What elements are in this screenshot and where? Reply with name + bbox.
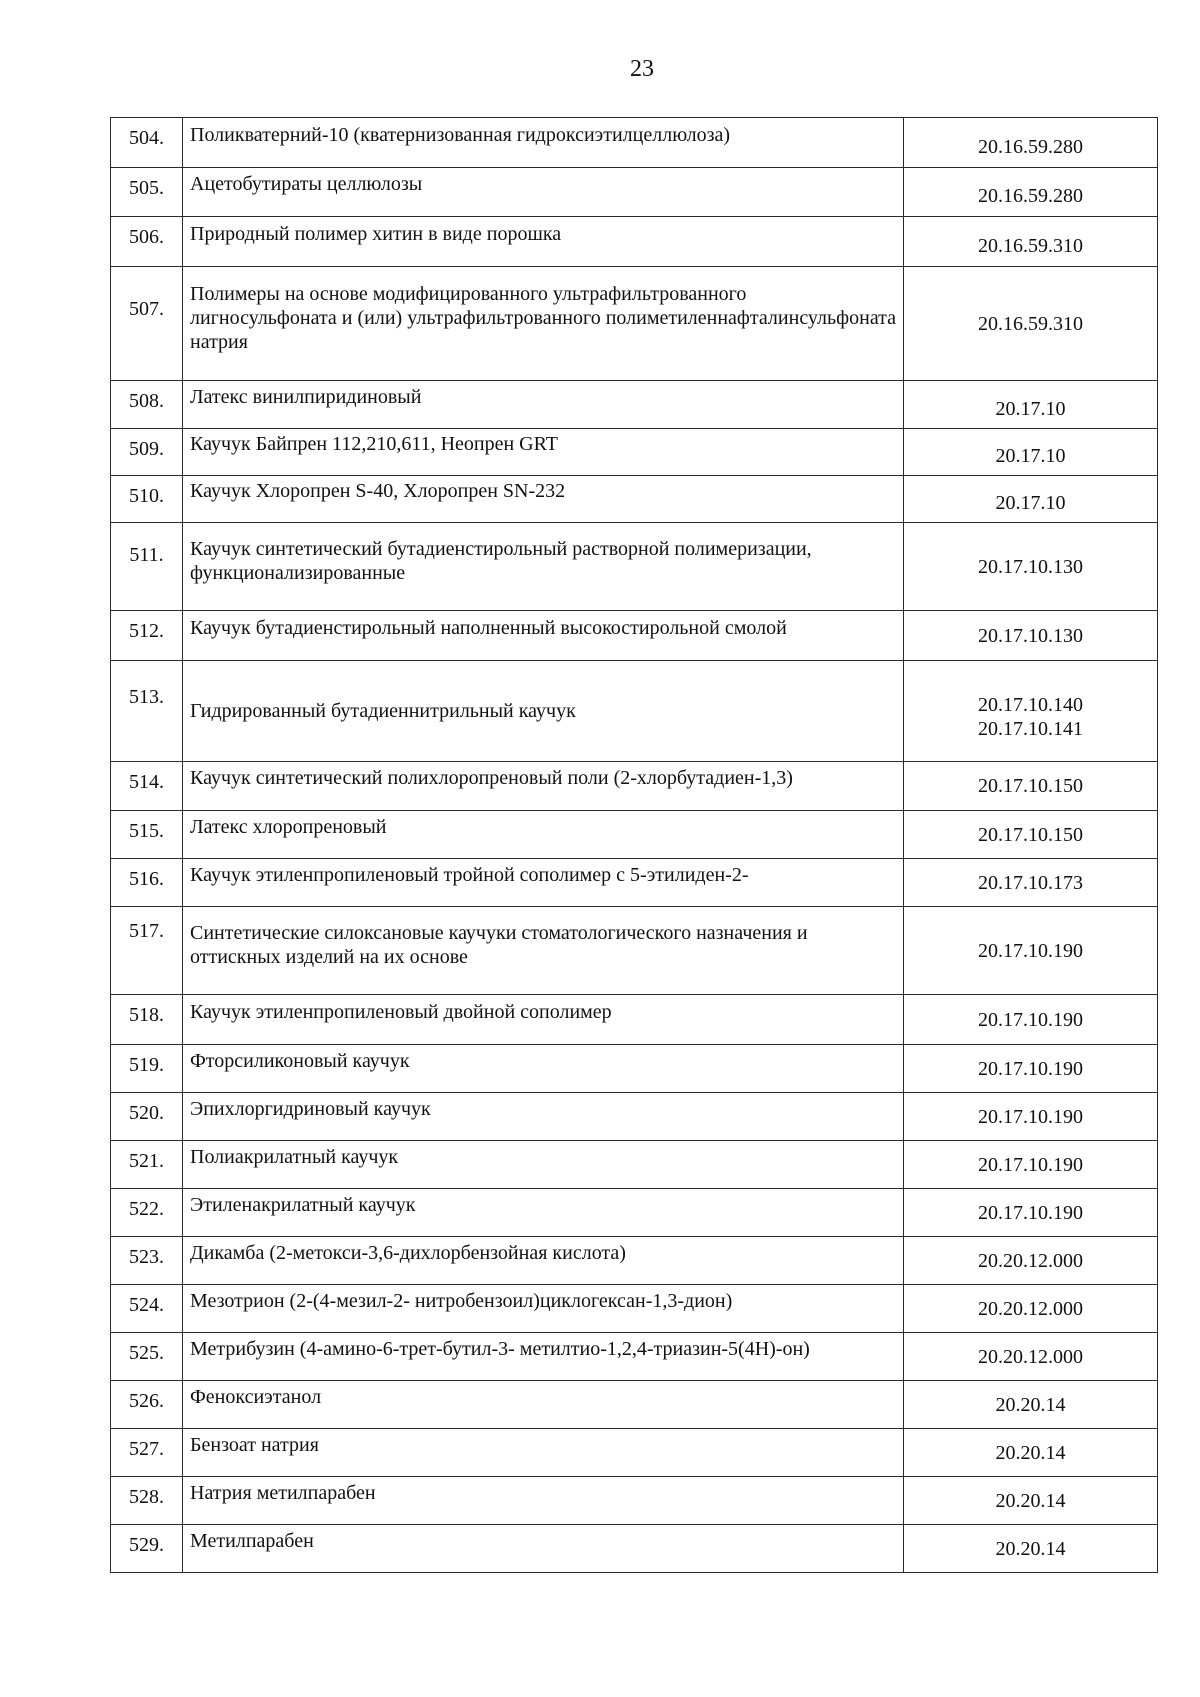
table-row [111, 429, 1158, 476]
row-name-text: Полиакрилатный каучук [190, 1145, 399, 1168]
row-code-value: 20.17.10.150 [978, 775, 1083, 797]
row-number: 529. [111, 1525, 183, 1573]
row-name-text: Этиленакрилатный каучук [190, 1193, 416, 1216]
row-code-value: 20.16.59.280 [978, 185, 1083, 207]
row-code [904, 1141, 1158, 1189]
row-number: 510. [111, 476, 183, 523]
row-number: 523. [111, 1237, 183, 1285]
row-name [183, 611, 904, 661]
table-row [111, 1045, 1158, 1093]
row-code [904, 859, 1158, 907]
row-code [904, 429, 1158, 476]
row-code-value: 20.17.10 [995, 397, 1066, 420]
row-name [183, 429, 904, 476]
row-name-text: Дикамба (2-метокси-3,6-дихлорбензойная кислота) [190, 1241, 626, 1264]
table-row [111, 762, 1158, 811]
row-code [904, 217, 1158, 267]
page-number: 23 [630, 56, 654, 82]
row-code-value: 20.17.10.190 [978, 1057, 1083, 1080]
row-code-value: 20.20.12.000 [978, 1345, 1083, 1368]
row-code [904, 811, 1158, 859]
row-name [183, 1333, 904, 1381]
row-name-text: Каучук синтетический полихлоропреновый поли (2-хлорбутадиен-1,3) [190, 767, 793, 789]
row-number [111, 661, 183, 762]
row-name [183, 1477, 904, 1525]
row-name [183, 1045, 904, 1093]
row-name [183, 811, 904, 859]
row-code-value: 20.17.10.173 [978, 871, 1083, 894]
row-number: 518. [111, 995, 183, 1045]
row-name [183, 118, 904, 168]
row-name [183, 1237, 904, 1285]
row-name [183, 476, 904, 523]
row-name [183, 381, 904, 429]
table-row [111, 661, 1158, 762]
row-name [183, 661, 904, 762]
row-code-value: 20.20.12.000 [978, 1297, 1083, 1320]
goods-table-body [111, 118, 1158, 1573]
row-name-text: Каучук этиленпропиленовый тройной сополимер с 5-этилиден-2- [190, 863, 749, 886]
row-code-value: 20.17.10.190 [978, 1153, 1083, 1176]
table-row [111, 1237, 1158, 1285]
row-code [904, 118, 1158, 168]
table-row [111, 168, 1158, 217]
row-name-text: Синтетические силоксановые каучуки стоматологического назначения и оттискных изделий на их основе [190, 921, 808, 968]
row-code [904, 661, 1158, 762]
row-number: 504. [111, 118, 183, 168]
row-code [904, 1525, 1158, 1573]
row-code [904, 168, 1158, 217]
row-number: 512. [111, 611, 183, 661]
row-name-text: Каучук этиленпропиленовый двойной сополимер [190, 1000, 612, 1023]
row-name [183, 1525, 904, 1573]
row-code [904, 523, 1158, 611]
table-row [111, 611, 1158, 661]
row-name [183, 1429, 904, 1477]
row-number: 527. [111, 1429, 183, 1477]
row-number [111, 267, 183, 381]
row-name-text: Бензоат натрия [190, 1433, 319, 1456]
row-name-text: Латекс хлоропреновый [190, 815, 387, 838]
table-row [111, 1333, 1158, 1381]
row-name-text: Ацетобутираты целлюлозы [190, 173, 423, 195]
table-row [111, 217, 1158, 267]
row-name-text: Эпихлоргидриновый каучук [190, 1097, 431, 1120]
row-number: 525. [111, 1333, 183, 1381]
table-row [111, 1477, 1158, 1525]
table-row [111, 267, 1158, 381]
row-code [904, 1333, 1158, 1381]
row-number: 506. [111, 217, 183, 267]
row-name-text: Каучук Байпрен 112,210,611, Неопрен GRT [190, 433, 558, 455]
row-number: 519. [111, 1045, 183, 1093]
row-name-text: Латекс винилпиридиновый [190, 385, 422, 408]
row-name-text: Каучук Хлоропрен S-40, Хлоропрен SN-232 [190, 480, 566, 502]
row-number: 524. [111, 1285, 183, 1333]
row-number [111, 907, 183, 995]
table-row [111, 118, 1158, 168]
table-row [111, 1189, 1158, 1237]
table-row [111, 907, 1158, 995]
row-code-value: 20.17.10 [995, 492, 1066, 514]
table-row [111, 476, 1158, 523]
row-name [183, 217, 904, 267]
row-code [904, 995, 1158, 1045]
row-number: 526. [111, 1381, 183, 1429]
row-name [183, 859, 904, 907]
row-number: 509. [111, 429, 183, 476]
row-number: 505. [111, 168, 183, 217]
row-code [904, 1045, 1158, 1093]
row-code-value: 20.17.10.130 [978, 555, 1083, 578]
table-row [111, 1429, 1158, 1477]
row-number: 514. [111, 762, 183, 811]
row-code [904, 1189, 1158, 1237]
table-row [111, 381, 1158, 429]
row-code [904, 476, 1158, 523]
row-code [904, 1477, 1158, 1525]
row-number: 515. [111, 811, 183, 859]
row-code [904, 1429, 1158, 1477]
row-name [183, 1189, 904, 1237]
row-name-text: Гидрированный бутадиеннитрильный каучук [190, 700, 576, 722]
row-name-text: Полимеры на основе модифицированного ультрафильтрованного лигносульфоната и (или) ультрафильтрованного полиметиленнафталинсульфоната натрия [190, 282, 897, 353]
row-name [183, 907, 904, 995]
table-row [111, 995, 1158, 1045]
row-number: 521. [111, 1141, 183, 1189]
row-name-text: Феноксиэтанол [190, 1385, 322, 1408]
row-code-value: 20.17.10.190 [978, 939, 1083, 962]
row-number [111, 523, 183, 611]
table-row [111, 523, 1158, 611]
row-code-value: 20.17.10.190 [978, 1201, 1083, 1224]
row-number: 508. [111, 381, 183, 429]
row-name-text: Метилпарабен [190, 1529, 314, 1552]
row-name-text: Метрибузин (4-амино-6-трет-бутил-3- метилтио-1,2,4-триазин-5(4Н)-он) [190, 1337, 810, 1360]
row-name [183, 1141, 904, 1189]
row-name [183, 523, 904, 611]
row-number-text: 511. [129, 544, 164, 566]
row-code-value: 20.16.59.310 [978, 312, 1083, 335]
row-code [904, 267, 1158, 381]
row-name [183, 1381, 904, 1429]
row-name-text: Каучук синтетический бутадиенстирольный растворной полимеризации, функционализированные [190, 537, 812, 584]
row-name [183, 267, 904, 381]
row-code-value: 20.17.10.140 [978, 694, 1083, 716]
row-name-text: Поликватерний-10 (кватернизованная гидроксиэтилцеллюлоза) [190, 123, 731, 146]
row-code-value: 20.17.10.190 [978, 1008, 1083, 1031]
row-name-text: Фторсиликоновый каучук [190, 1049, 410, 1072]
row-name [183, 1285, 904, 1333]
row-name [183, 168, 904, 217]
row-code [904, 1237, 1158, 1285]
row-code-value: 20.20.14 [995, 1489, 1066, 1512]
table-row [111, 1285, 1158, 1333]
row-code-value: 20.17.10.190 [978, 1105, 1083, 1128]
row-code [904, 1285, 1158, 1333]
row-code-value: 20.17.10.130 [978, 624, 1083, 647]
row-code-value: 20.20.14 [995, 1537, 1066, 1560]
row-name-text: Натрия метилпарабен [190, 1481, 376, 1504]
row-code-value: 20.17.10.150 [978, 823, 1083, 846]
row-code-value: 20.16.59.280 [978, 135, 1083, 158]
row-name [183, 995, 904, 1045]
table-row [111, 1093, 1158, 1141]
row-code-value: 20.16.59.310 [978, 234, 1083, 257]
row-code-value: 20.20.14 [995, 1393, 1066, 1416]
row-number: 522. [111, 1189, 183, 1237]
row-code-value: 20.20.12.000 [978, 1249, 1083, 1272]
row-name-text: Мезотрион (2-(4-мезил-2- нитробензоил)циклогексан-1,3-дион) [190, 1289, 733, 1312]
row-number-text: 513. [129, 686, 164, 708]
row-code [904, 1093, 1158, 1141]
row-number-text: 507. [129, 298, 164, 320]
row-name [183, 762, 904, 811]
row-code [904, 1381, 1158, 1429]
table-row [111, 859, 1158, 907]
row-number-text: 517. [129, 920, 164, 942]
row-code [904, 611, 1158, 661]
row-code-value: 20.17.10.141 [978, 718, 1083, 740]
table-row [111, 811, 1158, 859]
goods-table [110, 117, 1158, 1573]
row-code-value: 20.20.14 [995, 1441, 1066, 1464]
row-name-text: Природный полимер хитин в виде порошка [190, 222, 562, 245]
row-code [904, 762, 1158, 811]
row-name [183, 1093, 904, 1141]
row-code [904, 381, 1158, 429]
row-number: 520. [111, 1093, 183, 1141]
table-row [111, 1381, 1158, 1429]
table-row [111, 1525, 1158, 1573]
row-number: 516. [111, 859, 183, 907]
row-number: 528. [111, 1477, 183, 1525]
row-code [904, 907, 1158, 995]
row-name-text: Каучук бутадиенстирольный наполненный высокостирольной смолой [190, 616, 787, 639]
table-row [111, 1141, 1158, 1189]
row-code-value: 20.17.10 [995, 445, 1066, 467]
